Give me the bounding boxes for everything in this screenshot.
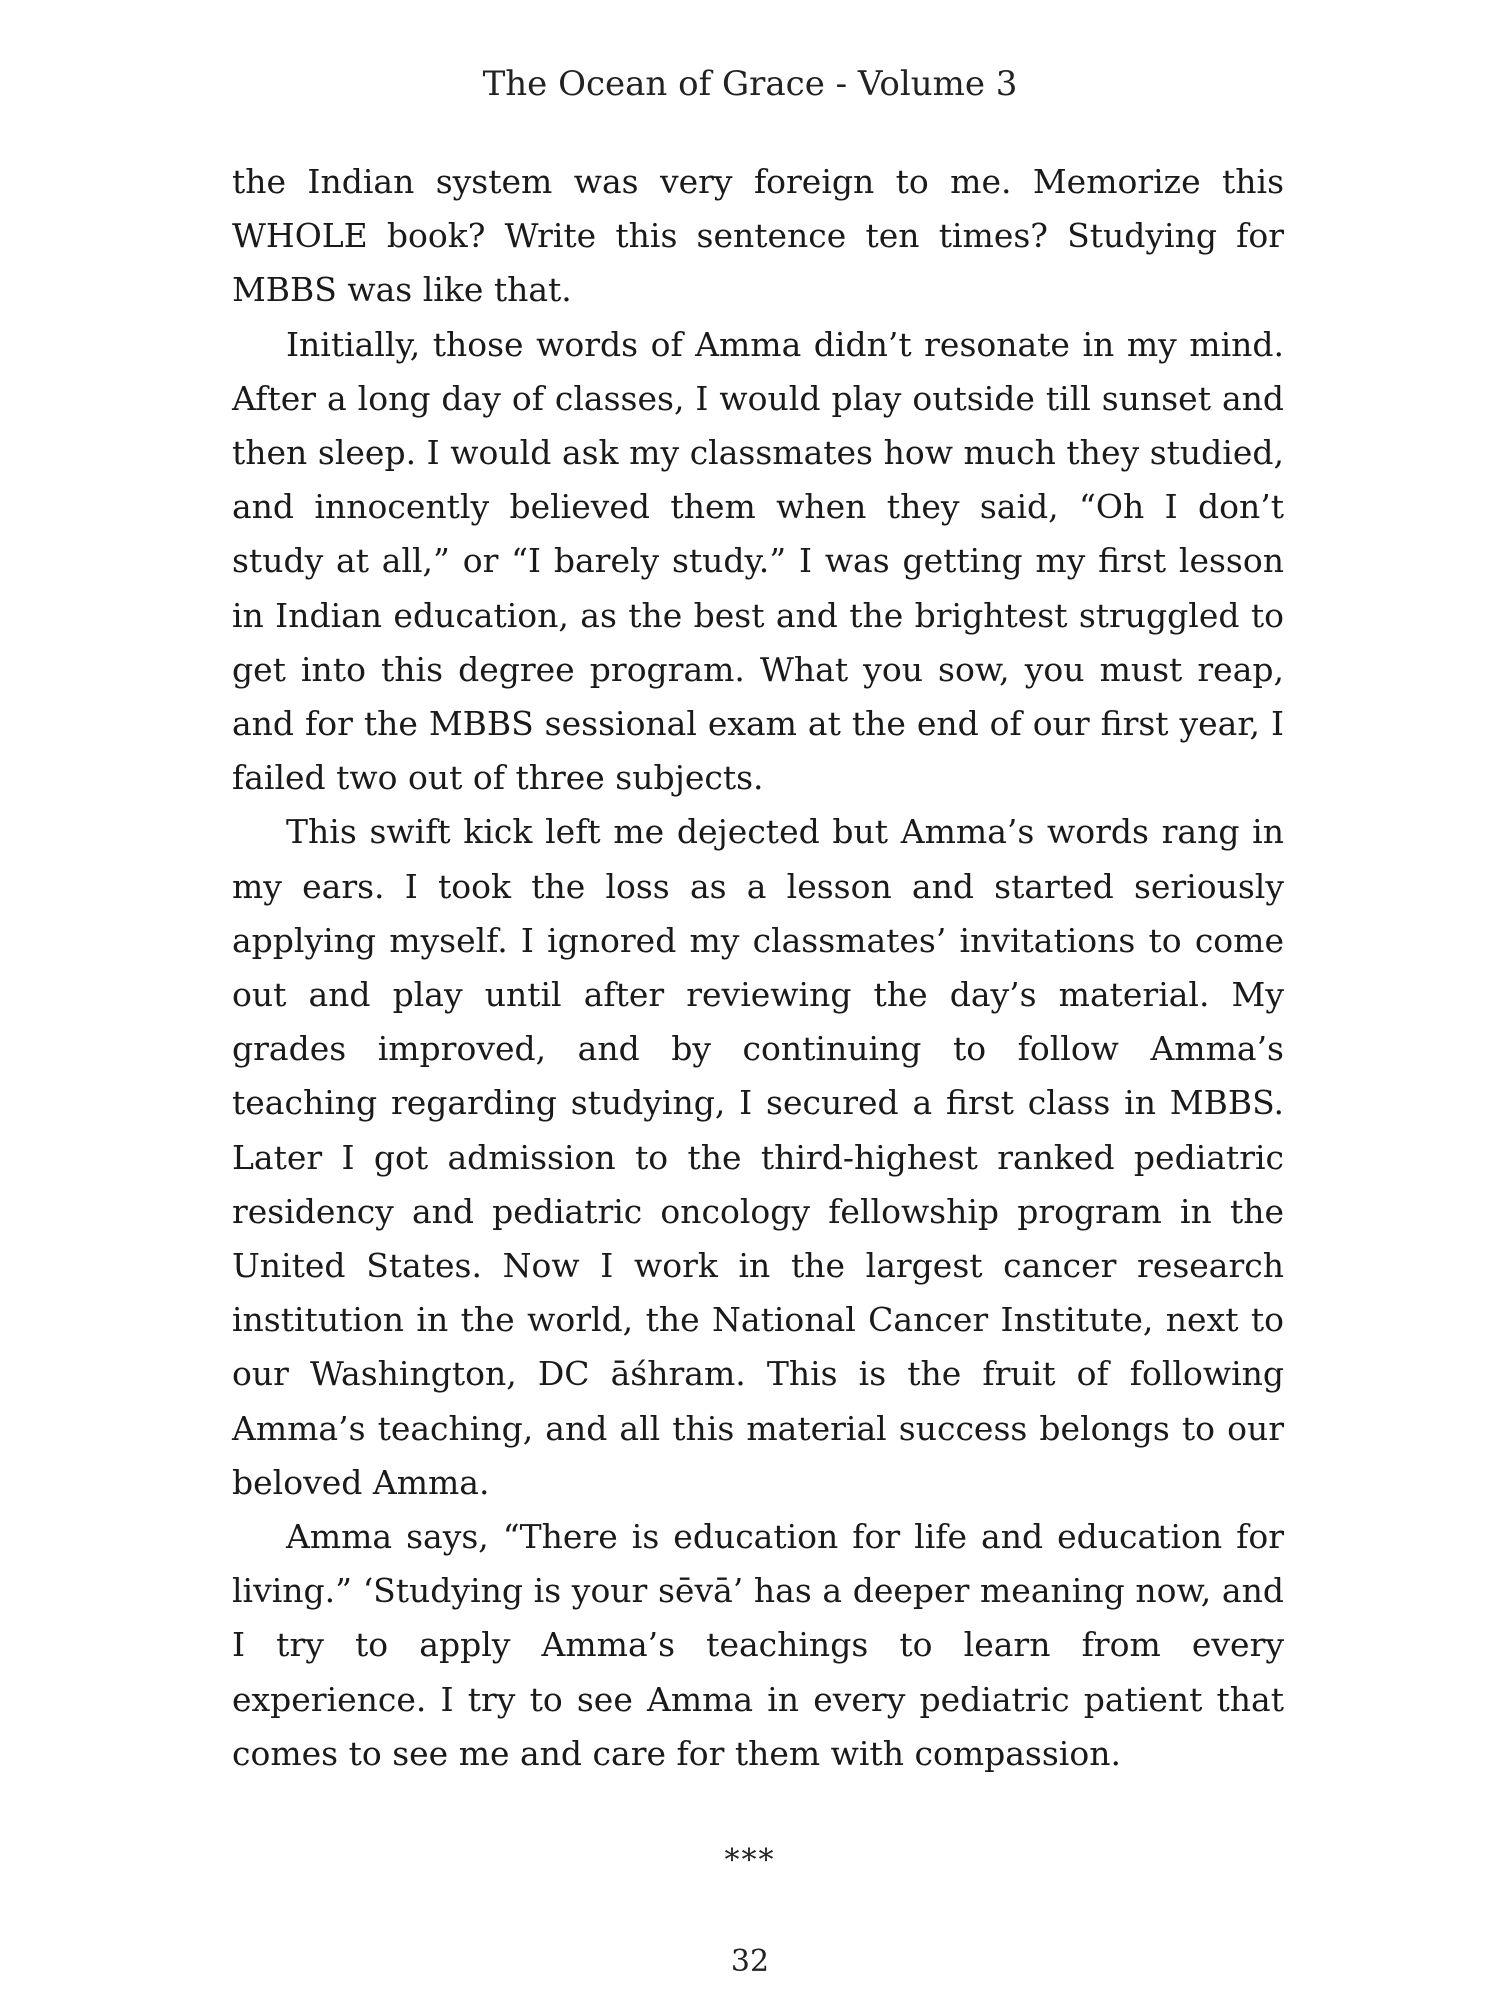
paragraph-continuation: the Indian system was very foreign to me. Memorize this WHOLE book? Write this sentence ten times? Studying for MBBS was like that.: [232, 162, 1284, 310]
running-header: The Ocean of Grace - Volume 3: [482, 64, 1018, 104]
body-text: [232, 155, 1284, 1781]
paragraph-amma-says: Amma says, “There is education for life and education for living.” ‘Studying is your sēvā’ has a deeper meaning now, and I try to apply Amma’s teachings to learn from every experience. I try to see Amma in every pediatric patient that comes to see me and care for them with compassion.: [232, 1517, 1284, 1773]
paragraph-initially: Initially, those words of Amma didn’t resonate in my mind. After a long day of classes, I would play outside till sunset and then sleep. I would ask my classmates how much they studied, and innocently believed them when they said, “Oh I don’t study at all,” or “I barely study.” I was getting my first lesson in Indian education, as the best and the brightest struggled to get into this degree program. What you sow, you must reap, and for the MBBS sessional exam at the end of our first year, I failed two out of three subjects.: [232, 324, 1284, 798]
paragraph-swift-kick: This swift kick left me dejected but Amma’s words rang in my ears. I took the loss as a lesson and started seriously applying myself. I ignored my classmates’ invitations to come out and play until after reviewing the day’s material. My grades improved, and by continuing to follow Amma’s teaching regarding studying, I secured a first class in MBBS. Later I got admission to the third-highest ranked pediatric residency and pediatric oncology fellowship program in the United States. Now I work in the largest cancer research institution in the world, the National Cancer Institute, next to our Washington, DC āśhram. This is the fruit of following Amma’s teaching, and all this material success belongs to our beloved Amma.: [232, 812, 1284, 1502]
page-number: 32: [730, 1944, 770, 1979]
section-break: ***: [724, 1843, 776, 1878]
